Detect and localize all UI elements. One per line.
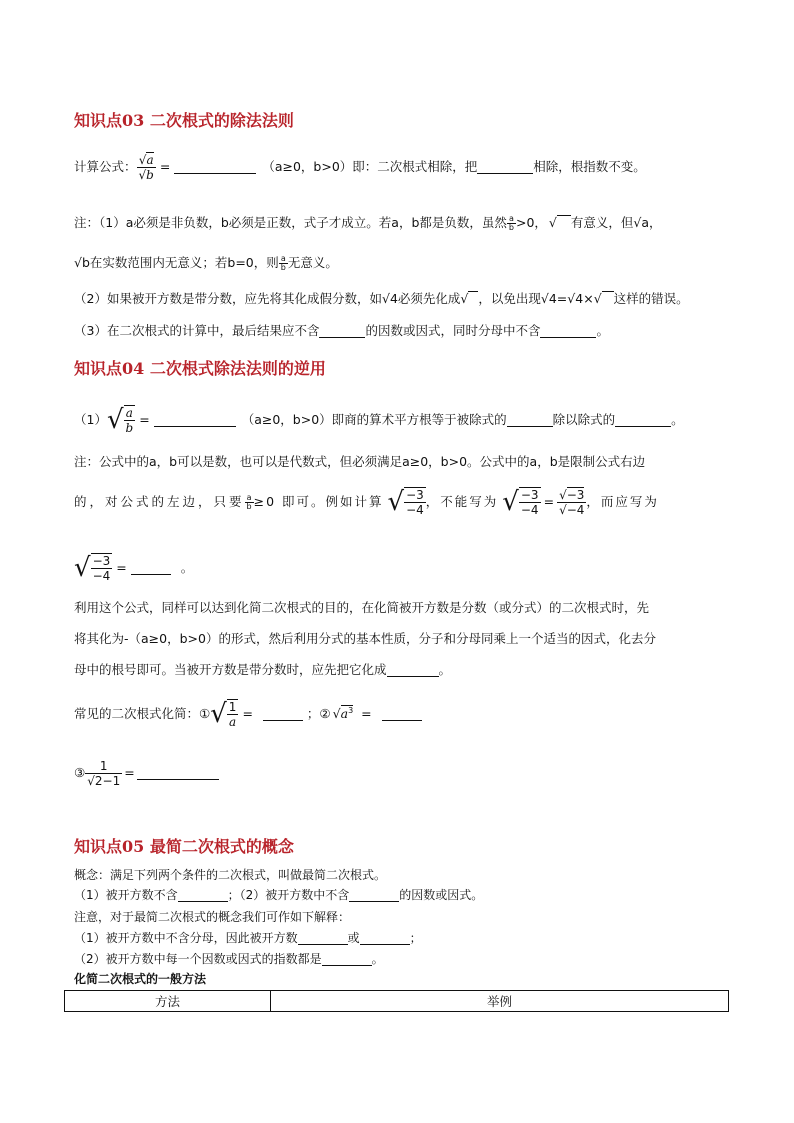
blank[interactable] [349,889,399,902]
explain-text: （2）被开方数中每一个因数或因式的指数都是 [74,952,322,966]
explain-text: ； [409,931,422,945]
equals-sign: = [159,159,171,174]
a-over-b-fraction: $\frac{a}{b}$ [246,492,252,511]
sqrt-sign: √ [74,255,82,270]
note1-text: 有意义，但 [570,215,634,230]
blank[interactable] [382,708,422,721]
note3-text: （3）在二次根式的计算中，最后结果应不含 [74,323,320,338]
var-b: b [146,167,154,182]
condition-line [74,888,483,903]
equals-sign: = [361,706,372,721]
a-over-b-fraction: $\frac{a}{b}$ [280,253,286,272]
note1-line-2 [74,252,338,274]
sqrt-a-over-b: √ $\frac{a}{b}$ [106,405,134,435]
blank[interactable] [174,161,256,174]
note3-line [74,322,609,340]
section-05-title: 知识点05 最简二次根式的概念 [74,837,294,856]
note2-text: 4× [575,291,594,306]
common-separator: ；② [306,706,331,721]
sqrt-1-over-a: √ $\frac{1}{a}$ [210,699,237,729]
item1-label: （1） [74,412,107,427]
blank[interactable] [131,562,171,575]
table-header-row [65,991,729,1012]
blank[interactable] [507,414,553,427]
blank[interactable] [137,767,219,780]
s04-note-text: 的，对公式的左边，只要 [74,494,245,509]
note2-text: ，以免出现 [478,291,541,306]
note1-line-1 [74,212,662,234]
sqrt-sign: √ [138,152,147,167]
equals-sign: = [139,412,150,427]
sqrt-neg3-over-neg4: √ $\frac{-3}{-4}$ [387,487,424,517]
note3-text: 。 [596,323,609,338]
s04-note-line-1: 注：公式中的a，b可以是数，也可以是代数式，但必须满足a≥0，b>0。公式中的a，b是限制公式右边 [74,454,646,469]
explain-line-2 [74,952,384,967]
sqrt-neg3-over-neg4: √ $\frac{-3}{-4}$ [74,553,111,583]
explain-text: 。 [371,952,384,966]
method-title: 化简二次根式的一般方法 [74,972,207,986]
s04-para-line-2: 将其化为-（a≥0，b>0）的形式，然后利用分式的基本性质，分子和分母同乘上一个适当的因式，化去分 [74,631,656,646]
explain-text: 或 [347,931,360,945]
item1-text: 除以除式的 [552,412,616,427]
sqrt-sign: √ [594,291,614,307]
condition-text: 的因数或因式。 [399,888,484,902]
sqrt-sign: √ [540,291,549,306]
note3-text: 的因数或因式，同时分母中不含 [365,323,541,338]
equals-sign: = [116,560,127,575]
s04-para-text: 。 [438,662,452,677]
note-intro-line: 注意，对于最简二次根式的概念我们可作如下解释： [74,910,351,924]
blank[interactable] [360,932,410,945]
sqrt-a-over-sqrt-b [137,153,156,182]
s04-note-text: ，不能写为 [425,494,499,509]
blank[interactable] [322,953,372,966]
s04-para-line-1: 利用这个公式，同样可以达到化简二次根式的目的，在化简被开方数是分数（或分式）的二次根式时，先 [74,600,650,615]
common-label: 常见的二次根式化简：① [74,706,211,721]
s04-note-text: ，而应写为 [586,494,659,509]
table-header-example: 举例 [271,991,729,1012]
note1-text: 注：（1）a必须是非负数，b必须是正数，式子才成立。若a，b都是负数，虽然 [74,215,507,230]
section-04-title: 知识点04 二次根式除法法则的逆用 [74,359,326,378]
blank[interactable] [263,708,303,721]
note2-text: （2）如果被开方数是带分数，应先将其化成假分数，如 [74,291,382,306]
note1-text: 无意义。 [287,255,338,270]
note2-text: 4= [548,291,568,306]
blank[interactable] [615,414,671,427]
formula-line-03 [74,146,646,188]
sqrt-sign: √ [567,291,576,306]
item3-line [74,752,219,794]
note2-text: 这样的错误。 [613,291,689,306]
item1-text: 。 [671,412,684,427]
note1-text: b在实数范围内无意义；若b=0，则 [81,255,279,270]
section-03-title: 知识点03 二次根式的除法法则 [74,111,294,130]
blank[interactable] [154,414,236,427]
formula-suffix: 相除，根指数不变。 [533,159,646,174]
blank[interactable] [477,161,533,174]
equals-sign: = [124,765,135,780]
var-a: a [146,152,154,167]
s04-para-text: 母中的根号即可。当被开方数是带分数时，应先把它化成 [74,662,387,677]
one-over-sqrt2-minus-1: $\frac{1}{√2-1}$ [87,758,121,788]
table-header-method: 方法 [65,991,271,1012]
explain-line-1 [74,931,422,946]
wrong-expression: √ $\frac{-3}{-4}$ = $\frac{√-3}{√-4}$ [502,487,585,517]
equals-sign: = [242,706,253,721]
blank[interactable] [178,889,228,902]
condition-text: （1）被开方数不含 [74,888,178,902]
note2-text: 4必须先化成 [389,291,461,306]
sqrt-sign: √ [381,291,390,306]
item3-label: ③ [74,765,86,780]
common-simplify-line [74,694,422,734]
formula-condition: （a≥0，b>0）即：二次根式相除，把 [262,159,478,174]
note1-text: a， [641,215,662,230]
blank[interactable] [298,932,348,945]
s04-note-line-3 [74,548,193,588]
sqrt-sign: √ [549,215,571,231]
s04-para-line-3 [74,661,451,679]
sqrt-sign: √ [138,167,147,182]
a-over-b-fraction: $\frac{a}{b}$ [508,213,514,232]
methods-table [64,990,729,1012]
note2-line [74,290,689,308]
item1-line [74,398,684,442]
sqrt-a-cubed: $√a^3$ [332,705,354,721]
formula-label: 计算公式： [74,159,137,174]
blank[interactable] [319,325,365,338]
s04-note-text: ≥0 即可。例如计算 [253,494,384,509]
blank[interactable] [540,325,596,338]
s04-note-text: 。 [180,560,194,575]
blank[interactable] [387,664,439,677]
explain-text: （1）被开方数中不含分母，因此被开方数 [74,931,298,945]
condition-text: ；（2）被开方数中不含 [227,888,350,902]
sqrt-sign: √ [460,291,478,307]
s04-note-line-2 [74,482,722,522]
item1-condition: （a≥0，b>0）即商的算术平方根等于被除式的 [241,412,507,427]
concept-line: 概念：满足下列两个条件的二次根式，叫做最简二次根式。 [74,868,387,882]
sqrt-sign: √ [633,215,642,230]
note1-text: >0， [515,215,547,230]
